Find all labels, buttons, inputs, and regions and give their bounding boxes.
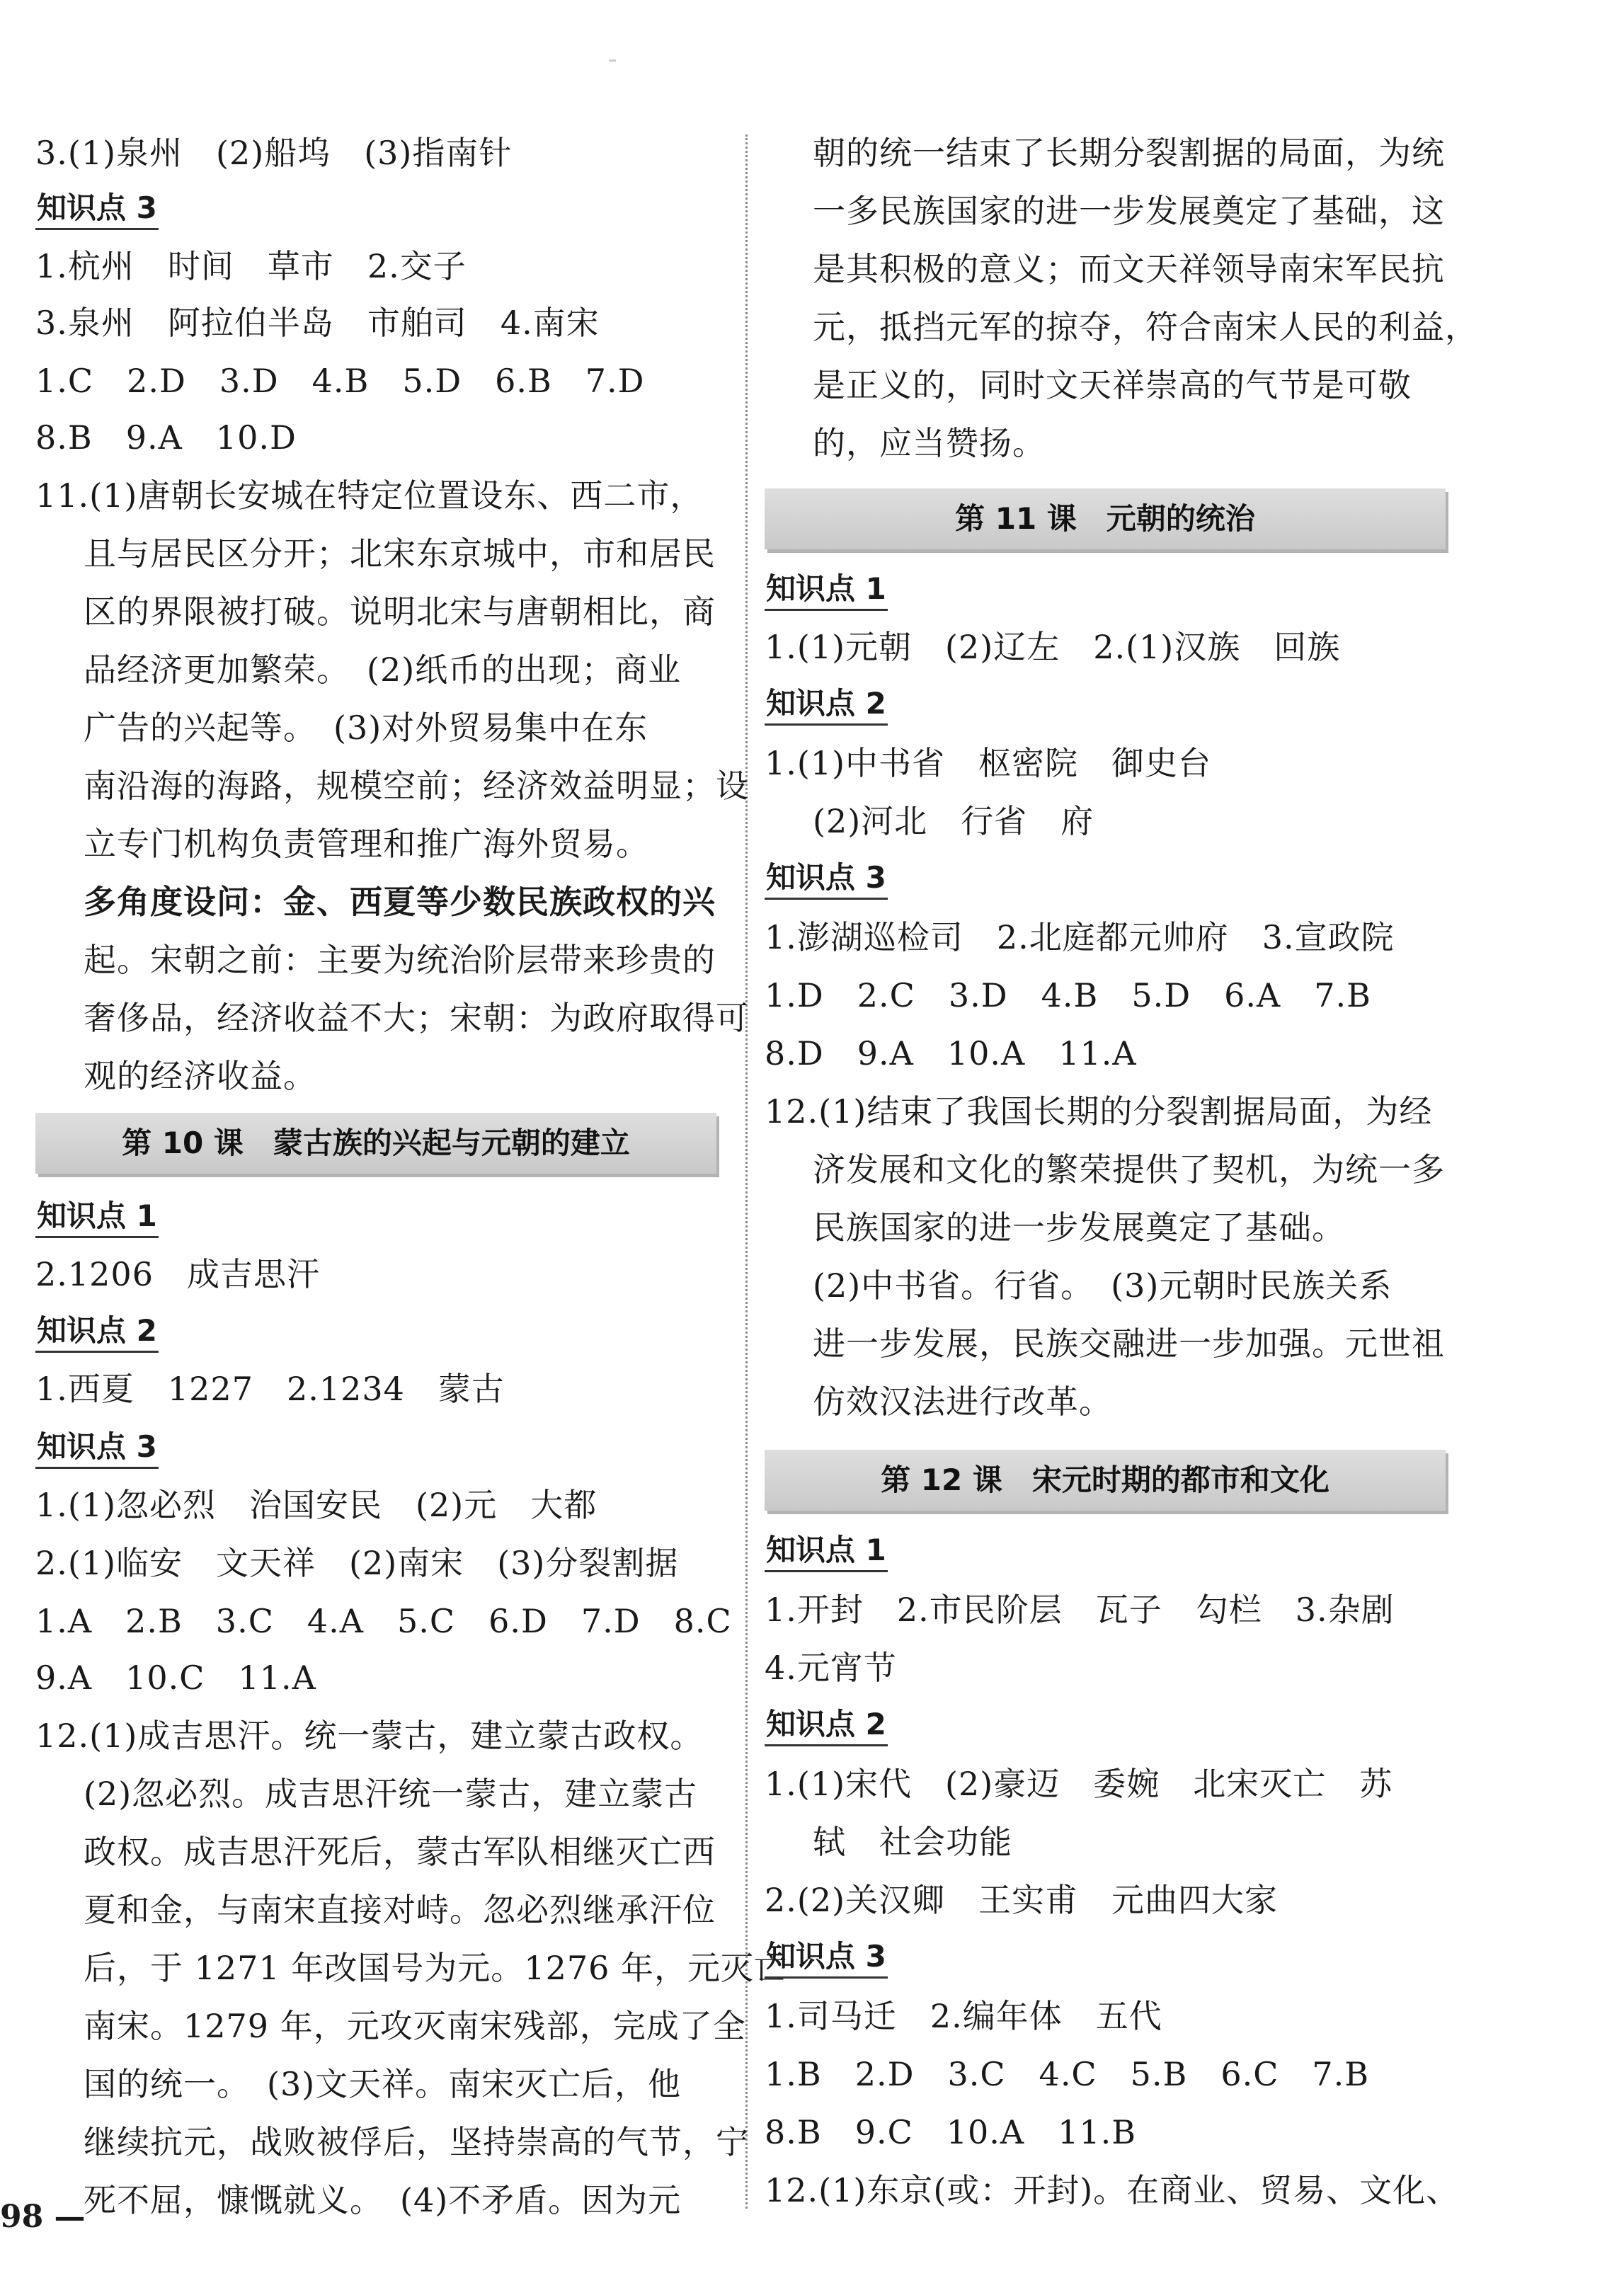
answer-line: 国的统一。 (3)文天祥。南宋灭亡后，他	[84, 2065, 682, 2103]
page-number: 98 —	[0, 2199, 86, 2235]
answer-line: 南沿海的海路，规模空前；经济效益明显；设	[84, 767, 749, 805]
answer-line: 的，应当赞扬。	[813, 424, 1046, 462]
column-divider	[745, 135, 748, 2209]
answer-line: 8.B 9.C 10.A 11.B	[765, 2113, 1137, 2151]
answer-line: (2)忽必烈。成吉思汗统一蒙古，建立蒙古	[84, 1775, 698, 1813]
answer-line: 政权。成吉思汗死后，蒙古军队相继灭亡西	[84, 1833, 716, 1871]
answer-line: 是正义的，同时文天祥崇高的气节是可敬	[813, 366, 1412, 404]
answer-line: 一多民族国家的进一步发展奠定了基础，这	[813, 192, 1445, 230]
section-heading: 知识点 3	[765, 858, 888, 900]
answer-line: 8.B 9.A 10.D	[35, 418, 297, 457]
lesson-banner: 第 10 课 蒙古族的兴起与元朝的建立	[35, 1113, 716, 1174]
section-heading: 知识点 2	[765, 1705, 888, 1746]
answer-line: 后，于 1271 年改国号为元。1276 年，元灭亡	[84, 1949, 787, 1987]
answer-line: 9.A 10.C 11.A	[35, 1659, 316, 1697]
answer-line: 观的经济收益。	[84, 1057, 316, 1095]
section-heading: 知识点 1	[765, 1530, 888, 1572]
answer-line: (2)河北 行省 府	[813, 802, 1094, 840]
answer-line: 1.(1)元朝 (2)辽左 2.(1)汉族 回族	[765, 628, 1341, 666]
answer-line: 12.(1)结束了我国长期的分裂割据局面，为经	[765, 1092, 1433, 1131]
answer-line: 品经济更加繁荣。 (2)纸币的出现；商业	[84, 651, 682, 689]
answer-line: 1.C 2.D 3.D 4.B 5.D 6.B 7.D	[35, 362, 645, 400]
answer-line: 继续抗元，战败被俘后，坚持崇高的气节，宁	[84, 2123, 749, 2161]
lesson-banner: 第 11 课 元朝的统治	[765, 488, 1446, 549]
answer-line: 民族国家的进一步发展奠定了基础。	[813, 1208, 1345, 1247]
answer-line: 1.(1)忽必烈 治国安民 (2)元 大都	[35, 1486, 597, 1524]
answer-line: 广告的兴起等。 (3)对外贸易集中在东	[84, 709, 648, 747]
answer-line: 夏和金，与南宋直接对峙。忽必烈继承汗位	[84, 1891, 716, 1929]
answer-line: 起。宋朝之前：主要为统治阶层带来珍贵的	[84, 941, 716, 979]
answer-line: 朝的统一结束了长期分裂割据的局面，为统	[813, 134, 1445, 172]
answer-line: 是其积极的意义；而文天祥领导南宋军民抗	[813, 250, 1445, 288]
answer-line: 济发展和文化的繁荣提供了契机，为统一多	[813, 1150, 1445, 1189]
answer-line: 死不屈，慷慨就义。 (4)不矛盾。因为元	[84, 2181, 682, 2219]
answer-line: 1.D 2.C 3.D 4.B 5.D 6.A 7.B	[765, 976, 1371, 1014]
answer-line: 2.(1)临安 文天祥 (2)南宋 (3)分裂割据	[35, 1544, 679, 1582]
answer-line: 8.D 9.A 10.A 11.A	[765, 1034, 1137, 1072]
answer-line: 2.(2)关汉卿 王实甫 元曲四大家	[765, 1881, 1279, 1919]
section-heading: 知识点 3	[765, 1937, 888, 1979]
answer-line: (2)中书省。行省。 (3)元朝时民族关系	[813, 1266, 1393, 1305]
answer-line: 12.(1)东京(或：开封)。在商业、贸易、文化、	[765, 2171, 1460, 2209]
section-heading: 知识点 1	[765, 569, 888, 611]
answer-line: 元，抵挡元军的掠夺，符合南宋人民的利益，	[813, 308, 1478, 346]
answer-line: 南宋。1279 年，元攻灭南宋残部，完成了全	[84, 2007, 746, 2045]
answer-line: 3.泉州 阿拉伯半岛 市舶司 4.南宋	[35, 304, 600, 342]
section-heading: 知识点 3	[35, 1427, 159, 1469]
answer-line: 立专门机构负责管理和推广海外贸易。	[84, 825, 649, 863]
answer-line: 1.A 2.B 3.C 4.A 5.C 6.D 7.D 8.C	[35, 1602, 732, 1640]
answer-line: 1.澎湖巡检司 2.北庭都元帅府 3.宣政院	[765, 918, 1395, 956]
answer-line: 奢侈品，经济收益不大；宋朝：为政府取得可	[84, 999, 749, 1037]
answer-line: 1.杭州 时间 草市 2.交子	[35, 247, 467, 285]
section-heading: 知识点 2	[765, 684, 888, 726]
answer-line: 1.B 2.D 3.C 4.C 5.B 6.C 7.B	[765, 2055, 1370, 2093]
answer-line: 3.(1)泉州 (2)船坞 (3)指南针	[35, 134, 513, 172]
answer-line: 仿效汉法进行改革。	[813, 1383, 1112, 1421]
answer-line: 区的界限被打破。说明北宋与唐朝相比，商	[84, 593, 716, 631]
answer-line: 1.司马迁 2.编年体 五代	[765, 1997, 1162, 2035]
answer-line: 1.(1)中书省 枢密院 御史台	[765, 744, 1212, 782]
answer-line: 4.元宵节	[765, 1649, 897, 1687]
answer-line: 2.1206 成吉思汗	[35, 1255, 320, 1293]
section-heading: 知识点 3	[35, 188, 159, 230]
answer-line: 且与居民区分开；北宋东京城中，市和居民	[84, 534, 716, 573]
answer-line: 11.(1)唐朝长安城在特定位置设东、西二市，	[35, 476, 704, 515]
answer-line: 进一步发展，民族交融进一步加强。元世祖	[813, 1324, 1445, 1363]
lesson-banner: 第 12 课 宋元时期的都市和文化	[765, 1450, 1446, 1511]
section-heading: 知识点 2	[35, 1311, 159, 1353]
answer-line: 多角度设问：金、西夏等少数民族政权的兴	[84, 883, 716, 921]
scan-mark	[609, 59, 616, 62]
answer-line: 轼 社会功能	[813, 1823, 1012, 1861]
section-heading: 知识点 1	[35, 1196, 159, 1238]
answer-line: 1.西夏 1227 2.1234 蒙古	[35, 1370, 505, 1408]
answer-line: 12.(1)成吉思汗。统一蒙古，建立蒙古政权。	[35, 1717, 704, 1755]
answer-line: 1.(1)宋代 (2)豪迈 委婉 北宋灭亡 苏	[765, 1765, 1393, 1803]
answer-line: 1.开封 2.市民阶层 瓦子 勾栏 3.杂剧	[765, 1591, 1395, 1629]
